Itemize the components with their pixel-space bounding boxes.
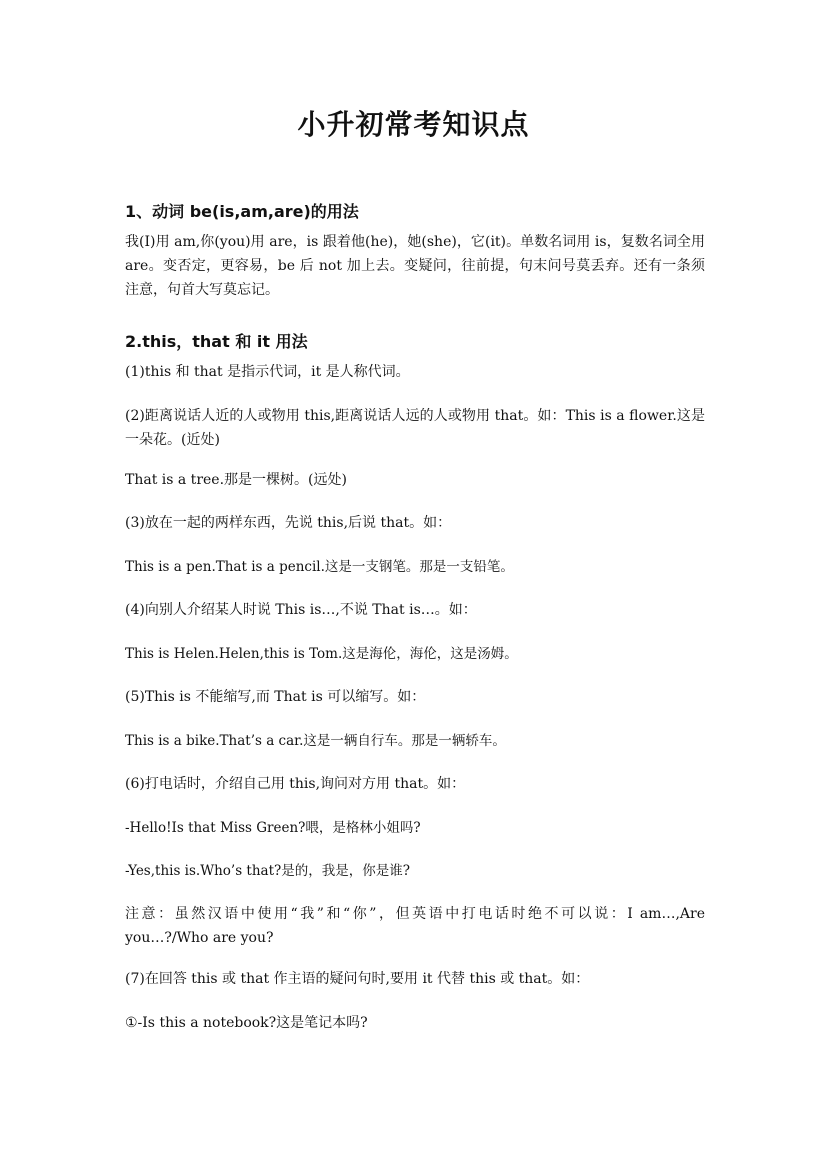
example-sentence: ①-Is this a notebook?这是笔记本吗? <box>125 1015 368 1031</box>
section-body-be: 我(I)用 am,你(you)用 are，is 跟着他(he)，她(she)，它(it)。单数名词用 is，复数名词全用 are。变否定，更容易，be 后 not 加上去。变疑问，往前提，句末问号莫丢弃。还有一条须注意，句首大写莫忘记。 <box>125 234 705 298</box>
paragraph: (1)this 和 that 是指示代词，it 是人称代词。 <box>125 364 410 380</box>
example-sentence: This is a pen.That is a pencil.这是一支钢笔。那是一支铅笔。 <box>125 559 514 575</box>
section-heading-be: 1、动词 be(is,am,are)的用法 <box>125 202 359 221</box>
example-sentence: -Yes,this is.Who’s that?是的，我是，你是谁? <box>125 863 410 879</box>
example-sentence: This is Helen.Helen,this is Tom.这是海伦，海伦，这是汤姆。 <box>125 646 518 662</box>
note-paragraph: 注意：虽然汉语中使用“我”和“你”，但英语中打电话时绝不可以说：I am…,Are you…?/Who are you? <box>125 906 705 946</box>
example-sentence: This is a bike.That’s a car.这是一辆自行车。那是一辆轿车。 <box>125 733 506 749</box>
paragraph: (6)打电话时，介绍自己用 this,询问对方用 that。如： <box>125 776 466 792</box>
paragraph: (7)在回答 this 或 that 作主语的疑问句时,要用 it 代替 this 或 that。如： <box>125 971 590 987</box>
paragraph: (5)This is 不能缩写,而 That is 可以缩写。如： <box>125 689 426 705</box>
page-title: 小升初常考知识点 <box>297 108 530 141</box>
paragraph: That is a tree.那是一棵树。(远处) <box>125 472 347 488</box>
paragraph: (3)放在一起的两样东西，先说 this,后说 that。如： <box>125 515 452 531</box>
example-sentence: -Hello!Is that Miss Green?喂，是格林小姐吗? <box>125 820 421 836</box>
section-heading-this-that-it: 2.this，that 和 it 用法 <box>125 332 308 351</box>
paragraph: (4)向别人介绍某人时说 This is…,不说 That is…。如： <box>125 602 477 618</box>
paragraph: (2)距离说话人近的人或物用 this,距离说话人远的人或物用 that。如：This is a flower.这是一朵花。(近处) <box>125 408 705 448</box>
